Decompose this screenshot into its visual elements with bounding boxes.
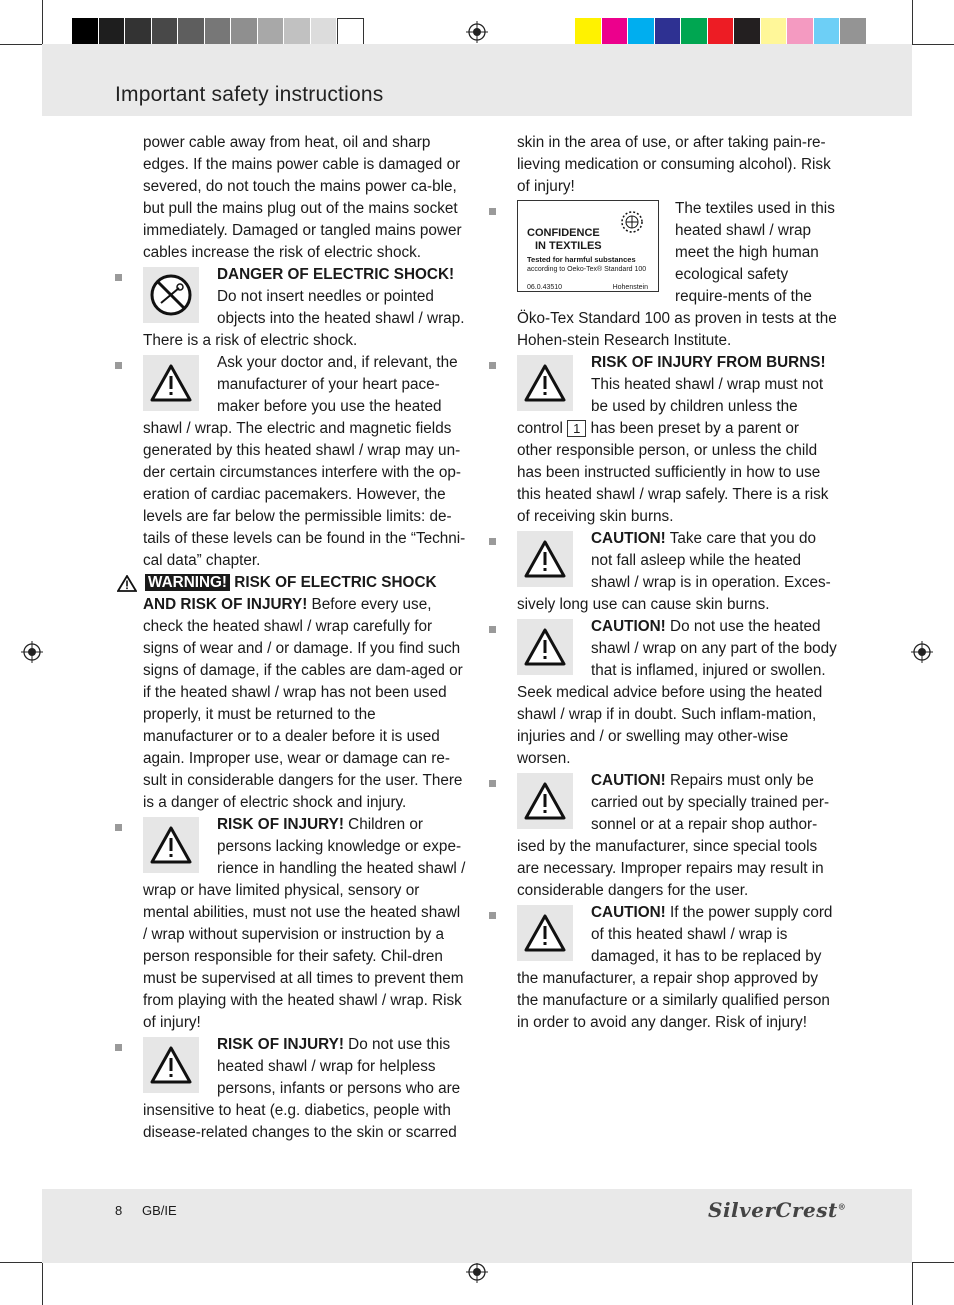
color-swatch xyxy=(72,18,99,46)
caution-heading: CAUTION! xyxy=(591,530,666,547)
caution-text: Do not use the heated shawl / wrap on any part of the body that is inflamed, injured or swollen. Seek medical advice before using the heated shawl / wrap if in doubt. Such inflam-mation, injuries and / or swelling may other-wise worsen. xyxy=(517,618,837,767)
page-number: 8 xyxy=(115,1203,123,1218)
color-swatch xyxy=(708,18,735,46)
color-swatch xyxy=(258,18,285,46)
color-swatch xyxy=(655,18,682,46)
bullet xyxy=(489,626,496,633)
left-column xyxy=(143,132,466,1144)
bullet xyxy=(489,912,496,919)
warning-triangle-icon xyxy=(143,355,199,411)
registration-mark-icon xyxy=(21,641,43,663)
burns-text-2: has been preset by a parent or other responsible person, or unless the child has been instructed sufficiently in how to use this heated shawl / wrap safely. There is a risk of receiving skin burns. xyxy=(517,420,829,525)
warning-heading: RISK OF ELECTRIC SHOCK AND RISK OF INJURY! xyxy=(143,574,437,613)
color-swatch xyxy=(681,18,708,46)
color-swatch xyxy=(787,18,814,46)
color-swatch xyxy=(602,18,629,46)
injury-heading: RISK OF INJURY! xyxy=(217,816,344,833)
color-swatch xyxy=(840,18,867,46)
color-swatch xyxy=(628,18,655,46)
caution-text: If the power supply cord of this heated shawl / wrap is damaged, it has to be replaced by the manufacturer, a repair shop approved by the manufacture or a similarly qualified person in order to avoid any danger. Risk of injury! xyxy=(517,904,833,1031)
warning-triangle-icon xyxy=(517,773,573,829)
list-item xyxy=(517,770,837,902)
oeko-tested: Tested for harmful substances xyxy=(527,255,636,264)
bullet xyxy=(489,780,496,787)
list-item xyxy=(517,902,837,1034)
color-swatch xyxy=(575,18,602,46)
oeko-standard: according to Oeko-Tex® Standard 100 xyxy=(527,266,647,273)
list-item xyxy=(143,814,466,1034)
caution-heading: CAUTION! xyxy=(591,618,666,635)
warning-triangle-icon xyxy=(517,619,573,675)
brand-mark: ® xyxy=(837,1201,847,1212)
crop-mark xyxy=(912,44,954,45)
color-swatch xyxy=(814,18,841,46)
warning-label: WARNING! xyxy=(145,574,230,591)
danger-heading: DANGER OF ELECTRIC SHOCK! xyxy=(217,266,455,283)
color-swatch xyxy=(284,18,311,46)
bullet xyxy=(115,274,122,281)
bullet xyxy=(489,538,496,545)
oeko-tex-label xyxy=(517,200,659,292)
injury-heading: RISK OF INJURY! xyxy=(217,1036,344,1053)
bullet xyxy=(489,362,496,369)
bullet xyxy=(115,362,122,369)
crop-mark xyxy=(42,0,43,44)
warning-triangle-icon xyxy=(143,817,199,873)
burns-heading: RISK OF INJURY FROM BURNS! xyxy=(591,354,826,371)
country-code: GB/IE xyxy=(142,1203,177,1218)
registration-mark-icon xyxy=(466,21,488,43)
intro-paragraph: power cable away from heat, oil and sharp edges. If the mains power cable is damaged or severed, do not touch the mains power ca-ble, but pull the mains plug out of the mains socket immediately. Damaged or tangled mains power cables increase the risk of electric shock. xyxy=(143,134,462,261)
registration-mark-icon xyxy=(466,1261,488,1283)
control-reference: 1 xyxy=(567,420,586,437)
pacemaker-text: Ask your doctor and, if relevant, the manufacturer of your heart pace-maker before you use the heated shawl / wrap. The electric and magnetic fields generated by this heated shawl / wrap may un-der certain circumstances interfere with the op-eration of cardiac pacemakers. However, the levels are far below the permissible limits: de-tails of these levels can be found in the “Techni-cal data” chapter. xyxy=(143,354,466,569)
oeko-tex-globe-icon xyxy=(616,206,648,238)
crop-mark xyxy=(0,44,42,45)
oeko-code: 06.0.43510 xyxy=(527,284,563,291)
crop-mark xyxy=(912,1262,913,1305)
color-swatch xyxy=(125,18,152,46)
caution-text: Repairs must only be carried out by specially trained per-sonnel or at a repair shop author-ised by the manufacturer, since special tools are necessary. Improper repairs may result in considerable dangers for the user. xyxy=(517,772,830,899)
color-swatch xyxy=(152,18,179,46)
color-swatch xyxy=(178,18,205,46)
injury-text: Children or persons lacking knowledge or expe-rience in handling the heated shawl / wrap or have limited physical, sensory or mental abilities, must not use the heated shawl / wrap without supervision or instruction by a person responsible for their safety. Chil-dren must be supervised at all times to prevent them from playing with the heated shawl / wrap. Risk of injury! xyxy=(143,816,466,1031)
warning-text: Before every use, check the heated shawl / wrap carefully for signs of wear and / or damage. If you find such signs of damage, if the cables are dam-aged or if the heated shawl / wrap has not been used properly, it must be returned to the manufacturer or to a dealer before it is used again. Improper use, wear or damage can re-sult in considerable dangers for the user. There is a danger of electric shock and injury. xyxy=(143,596,463,811)
crop-mark xyxy=(0,1262,42,1263)
color-swatch xyxy=(205,18,232,46)
warning-triangle-icon xyxy=(517,531,573,587)
crop-mark xyxy=(42,1262,43,1305)
list-item xyxy=(143,1034,466,1144)
bullet xyxy=(489,208,496,215)
bullet xyxy=(115,824,122,831)
warning-triangle-icon xyxy=(117,575,137,592)
warning-block xyxy=(143,572,466,814)
injury-text: Do not use this heated shawl / wrap for helpless persons, infants or persons who are insensitive to heat (e.g. diabetics, people with disease-related changes to the skin or scarred xyxy=(143,1036,461,1141)
caution-heading: CAUTION! xyxy=(591,904,666,921)
caution-text: Take care that you do not fall asleep while the heated shawl / wrap is in operation. Exces-sively long use can cause skin burns. xyxy=(517,530,831,613)
right-column xyxy=(517,132,837,1034)
oeko-institute: Hohenstein xyxy=(612,284,648,291)
oeko-title-2: IN TEXTILES xyxy=(535,240,602,252)
brand-name: SilverCrest xyxy=(708,1198,838,1222)
brand-logo xyxy=(708,1198,846,1222)
intro-paragraph: skin in the area of use, or after taking pain-re-lieving medication or consuming alcohol). Risk of injury! xyxy=(517,134,831,195)
grayscale-calibration-bar xyxy=(72,18,364,46)
danger-text: Do not insert needles or pointed objects into the heated shawl / wrap. There is a risk of electric shock. xyxy=(143,288,465,349)
registration-mark-icon xyxy=(911,641,933,663)
crop-mark xyxy=(912,1262,954,1263)
warning-triangle-icon xyxy=(143,1037,199,1093)
caution-heading: CAUTION! xyxy=(591,772,666,789)
page-title: Important safety instructions xyxy=(115,83,384,106)
color-swatch xyxy=(231,18,258,46)
oeko-title-1: CONFIDENCE xyxy=(527,227,600,239)
color-swatch xyxy=(761,18,788,46)
list-item xyxy=(517,198,837,352)
color-swatch xyxy=(99,18,126,46)
bullet xyxy=(115,1044,122,1051)
warning-triangle-icon xyxy=(517,905,573,961)
crop-mark xyxy=(912,0,913,44)
color-swatch xyxy=(337,18,364,46)
color-swatch xyxy=(734,18,761,46)
warning-triangle-icon xyxy=(517,355,573,411)
color-calibration-bar xyxy=(575,18,867,46)
color-swatch xyxy=(311,18,338,46)
list-item xyxy=(143,264,466,352)
list-item xyxy=(143,352,466,572)
no-needles-icon xyxy=(143,267,199,323)
list-item xyxy=(517,616,837,770)
list-item xyxy=(517,528,837,616)
list-item xyxy=(517,352,837,528)
burns-text-1: This heated shawl / wrap must not be used by children unless the control xyxy=(517,376,824,437)
oeko-text: The textiles used in this heated shawl / wrap meet the high human ecological safety require-ments of the Öko-Tex Standard 100 as proven in tests at the Hohen-stein Research Institute. xyxy=(517,200,837,349)
